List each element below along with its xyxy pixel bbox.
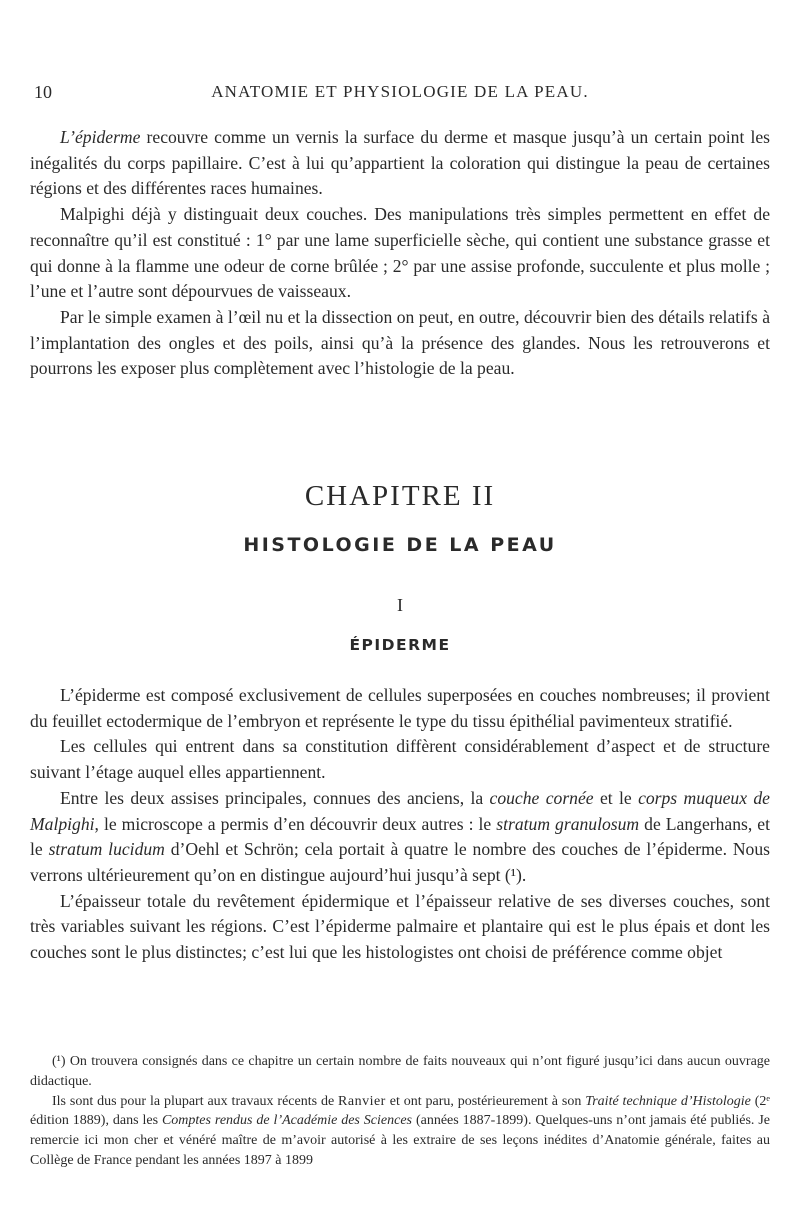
paragraph-text: d’Oehl et Schrön; cela portait à quatre le nombre des couches de l’épiderme. Nous verrons ultérieurement qu’on en distingue aujourd’hui jusqu’à sept (¹). bbox=[30, 839, 770, 885]
section-number: I bbox=[397, 595, 403, 615]
paragraph: Malpighi déjà y distinguait deux couches. Des manipulations très simples permettent en effet de reconnaître qu’il est constitué : 1° par une lame superficielle sèche, qui contient une substance grasse et qui donne à la flamme une odeur de corne brûlée ; 2° par une assise profonde, succulente et plus molle ; l’une et l’autre sont dépourvues de vaisseaux. bbox=[30, 204, 770, 302]
footnote-text: (2ᵉ édition 1889), dans les bbox=[30, 1093, 770, 1129]
intro-text bbox=[30, 125, 770, 382]
chapter-label: CHAPITRE II bbox=[304, 480, 496, 512]
chapter-title: HISTOLOGIE DE LA PEAU bbox=[243, 534, 557, 556]
author-name: Ranvier bbox=[338, 1093, 386, 1109]
paragraph-text: et le bbox=[593, 787, 639, 808]
term: corps muqueux de Malpighi bbox=[30, 787, 770, 834]
journal-title: Comptes rendus de l’Académie des Sciences bbox=[161, 1113, 413, 1129]
page-number: 10 bbox=[34, 82, 52, 102]
paragraph-text: Entre les deux assises principales, connues des anciens, la bbox=[60, 787, 490, 808]
running-title: ANATOMIE ET PHYSIOLOGIE DE LA PEAU. bbox=[211, 82, 589, 101]
paragraph-text: , le microscope a permis d’en découvrir deux autres : le bbox=[94, 813, 497, 834]
epiderme-text bbox=[30, 683, 770, 966]
footnote-text: et ont paru, postérieurement à son bbox=[385, 1093, 586, 1109]
paragraph-text: de Langerhans, et le bbox=[30, 813, 770, 860]
footnote-text: (années 1887-1899). Quelques-uns n’ont jamais été publiés. Je remercie ici mon cher et vénéré maître de m’avoir autorisé à les extraire de ses leçons inédites d’Anatomie générale, faites au Collège de France pendant les années 1897 à 1899 bbox=[30, 1113, 771, 1168]
term: stratum granulosum bbox=[496, 813, 640, 834]
paragraph bbox=[30, 125, 770, 202]
term: L’épiderme bbox=[60, 127, 141, 147]
footnote-text: Ils sont dus pour la plupart aux travaux récents de bbox=[52, 1093, 339, 1109]
paragraph: L’épiderme est composé exclusivement de cellules superposées en couches nombreuses; il provient du feuillet ectodermique de l’embryon et représente le type du tissu épithélial pavimenteux stratifié. bbox=[30, 685, 770, 731]
paragraph: Par le simple examen à l’œil nu et la dissection on peut, en outre, découvrir bien des détails relatifs à l’implantation des ongles et des poils, ainsi qu’à la présence des glandes. Nous les retrouverons et pourrons les exposer plus complètement avec l’histologie de la peau. bbox=[30, 306, 770, 379]
paragraph bbox=[30, 786, 770, 889]
paragraph: Les cellules qui entrent dans sa constitution diffèrent considérablement d’aspect et de structure suivant l’étage auquel elles appartiennent. bbox=[30, 736, 770, 783]
term: stratum lucidum bbox=[48, 839, 165, 860]
paragraph-text: recouvre comme un vernis la surface du derme et masque jusqu’à un certain point les inégalités du corps papillaire. C’est à lui qu’appartient la coloration qui distingue la peau de certaines régions et des différentes races humaines. bbox=[30, 127, 770, 199]
paragraph: L’épaisseur totale du revêtement épidermique et l’épaisseur relative de ses diverses couches, sont très variables suivant les régions. C’est l’épiderme palmaire et plantaire qui est le plus épais et dont les couches sont le plus distinctes; c’est lui que les histologistes ont choisi de préférence comme objet bbox=[30, 890, 770, 963]
term: couche cornée bbox=[489, 787, 594, 808]
footnotes bbox=[30, 1052, 770, 1171]
book-title: Traité technique d’Histologie bbox=[585, 1093, 751, 1109]
section-title: ÉPIDERME bbox=[349, 636, 451, 654]
footnote bbox=[30, 1092, 770, 1171]
footnote: (¹) On trouvera consignés dans ce chapitre un certain nombre de faits nouveaux qui n’ont figuré jusqu’ici dans aucun ouvrage didactique. bbox=[30, 1054, 770, 1089]
running-head bbox=[20, 82, 780, 106]
